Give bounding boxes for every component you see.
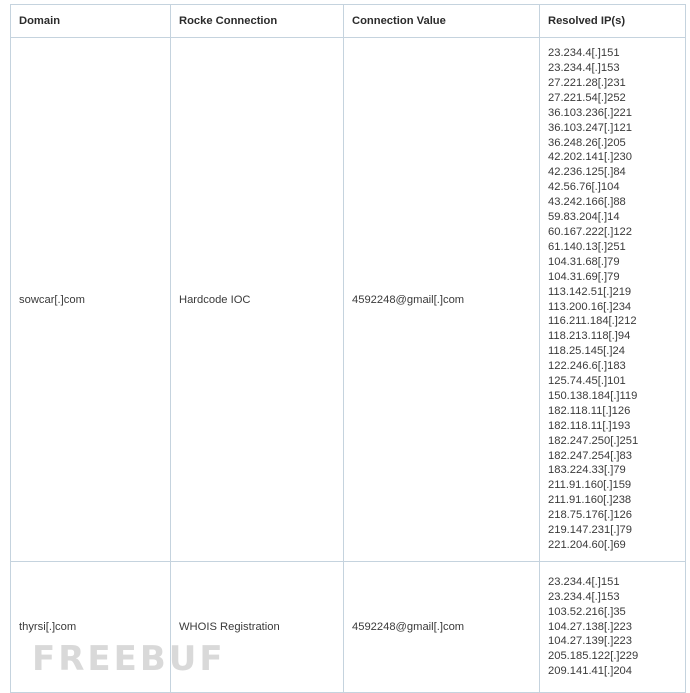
ip-address: 118.213.118[.]94 <box>548 330 631 343</box>
freebuf-watermark-logo: FREEBUF <box>32 639 226 679</box>
ip-address: 42.236.125[.]84 <box>548 166 626 179</box>
table-header-row <box>11 5 686 38</box>
ip-address: 43.242.166[.]88 <box>548 196 626 209</box>
ip-address: 116.211.184[.]212 <box>548 315 637 328</box>
ip-address: 113.200.16[.]234 <box>548 300 632 313</box>
ip-address: 218.75.176[.]126 <box>548 509 632 522</box>
connection-value-cell: 4592248@gmail[.]com <box>344 38 540 562</box>
ip-address: 182.247.250[.]251 <box>548 434 639 447</box>
ip-address: 42.202.141[.]230 <box>548 151 632 164</box>
ip-list <box>548 46 677 553</box>
ip-address: 36.103.236[.]221 <box>548 106 632 119</box>
table-row <box>11 562 686 693</box>
ip-list <box>548 575 677 679</box>
ip-address: 125.74.45[.]101 <box>548 375 626 388</box>
ip-address: 23.234.4[.]153 <box>548 62 620 74</box>
ip-address: 104.31.68[.]79 <box>548 255 620 268</box>
ip-address: 104.27.139[.]223 <box>548 635 632 648</box>
table-row <box>11 38 686 562</box>
ip-address: 219.147.231[.]79 <box>548 524 632 537</box>
ip-address: 182.118.11[.]193 <box>548 419 631 432</box>
header-domain: Domain <box>11 5 171 38</box>
ip-address: 211.91.160[.]238 <box>548 494 632 507</box>
ip-address: 205.185.122[.]229 <box>548 650 639 663</box>
ip-address: 221.204.60[.]69 <box>548 539 626 551</box>
ip-address: 60.167.222[.]122 <box>548 225 632 238</box>
ip-address: 36.103.247[.]121 <box>548 121 632 134</box>
ip-address: 42.56.76[.]104 <box>548 181 620 194</box>
ip-address: 59.83.204[.]14 <box>548 211 620 224</box>
ip-address: 150.138.184[.]119 <box>548 389 638 402</box>
ip-address: 103.52.216[.]35 <box>548 605 626 618</box>
ip-address: 27.221.28[.]231 <box>548 76 626 89</box>
ip-address: 113.142.51[.]219 <box>548 285 632 298</box>
domain-cell: sowcar[.]com <box>11 38 171 562</box>
domain-cell: thyrsi[.]com <box>11 562 171 693</box>
connection-cell: Hardcode IOC <box>171 38 344 562</box>
ip-address: 61.140.13[.]251 <box>548 240 626 253</box>
ip-address: 118.25.145[.]24 <box>548 345 625 358</box>
ip-address: 23.234.4[.]153 <box>548 590 620 603</box>
connection-cell: WHOIS Registration <box>171 562 344 693</box>
header-connection-value: Connection Value <box>344 5 540 38</box>
ip-address: 211.91.160[.]159 <box>548 479 632 492</box>
header-rocke-connection: Rocke Connection <box>171 5 344 38</box>
ip-address: 122.246.6[.]183 <box>548 360 626 373</box>
ip-address: 104.31.69[.]79 <box>548 270 620 283</box>
ip-address: 36.248.26[.]205 <box>548 136 626 149</box>
ip-address: 23.234.4[.]151 <box>548 575 620 588</box>
ip-address: 182.118.11[.]126 <box>548 404 631 417</box>
connection-value-cell: 4592248@gmail[.]com <box>344 562 540 693</box>
ip-address: 23.234.4[.]151 <box>548 47 620 60</box>
ip-address: 183.224.33[.]79 <box>548 464 626 477</box>
resolved-ips-cell <box>540 562 686 693</box>
header-resolved-ips: Resolved IP(s) <box>540 5 686 38</box>
ioc-table <box>10 4 686 693</box>
ip-address: 104.27.138[.]223 <box>548 620 632 633</box>
ip-address: 182.247.254[.]83 <box>548 449 632 462</box>
ip-address: 27.221.54[.]252 <box>548 91 626 104</box>
ip-address: 209.141.41[.]204 <box>548 665 632 678</box>
resolved-ips-cell <box>540 38 686 562</box>
